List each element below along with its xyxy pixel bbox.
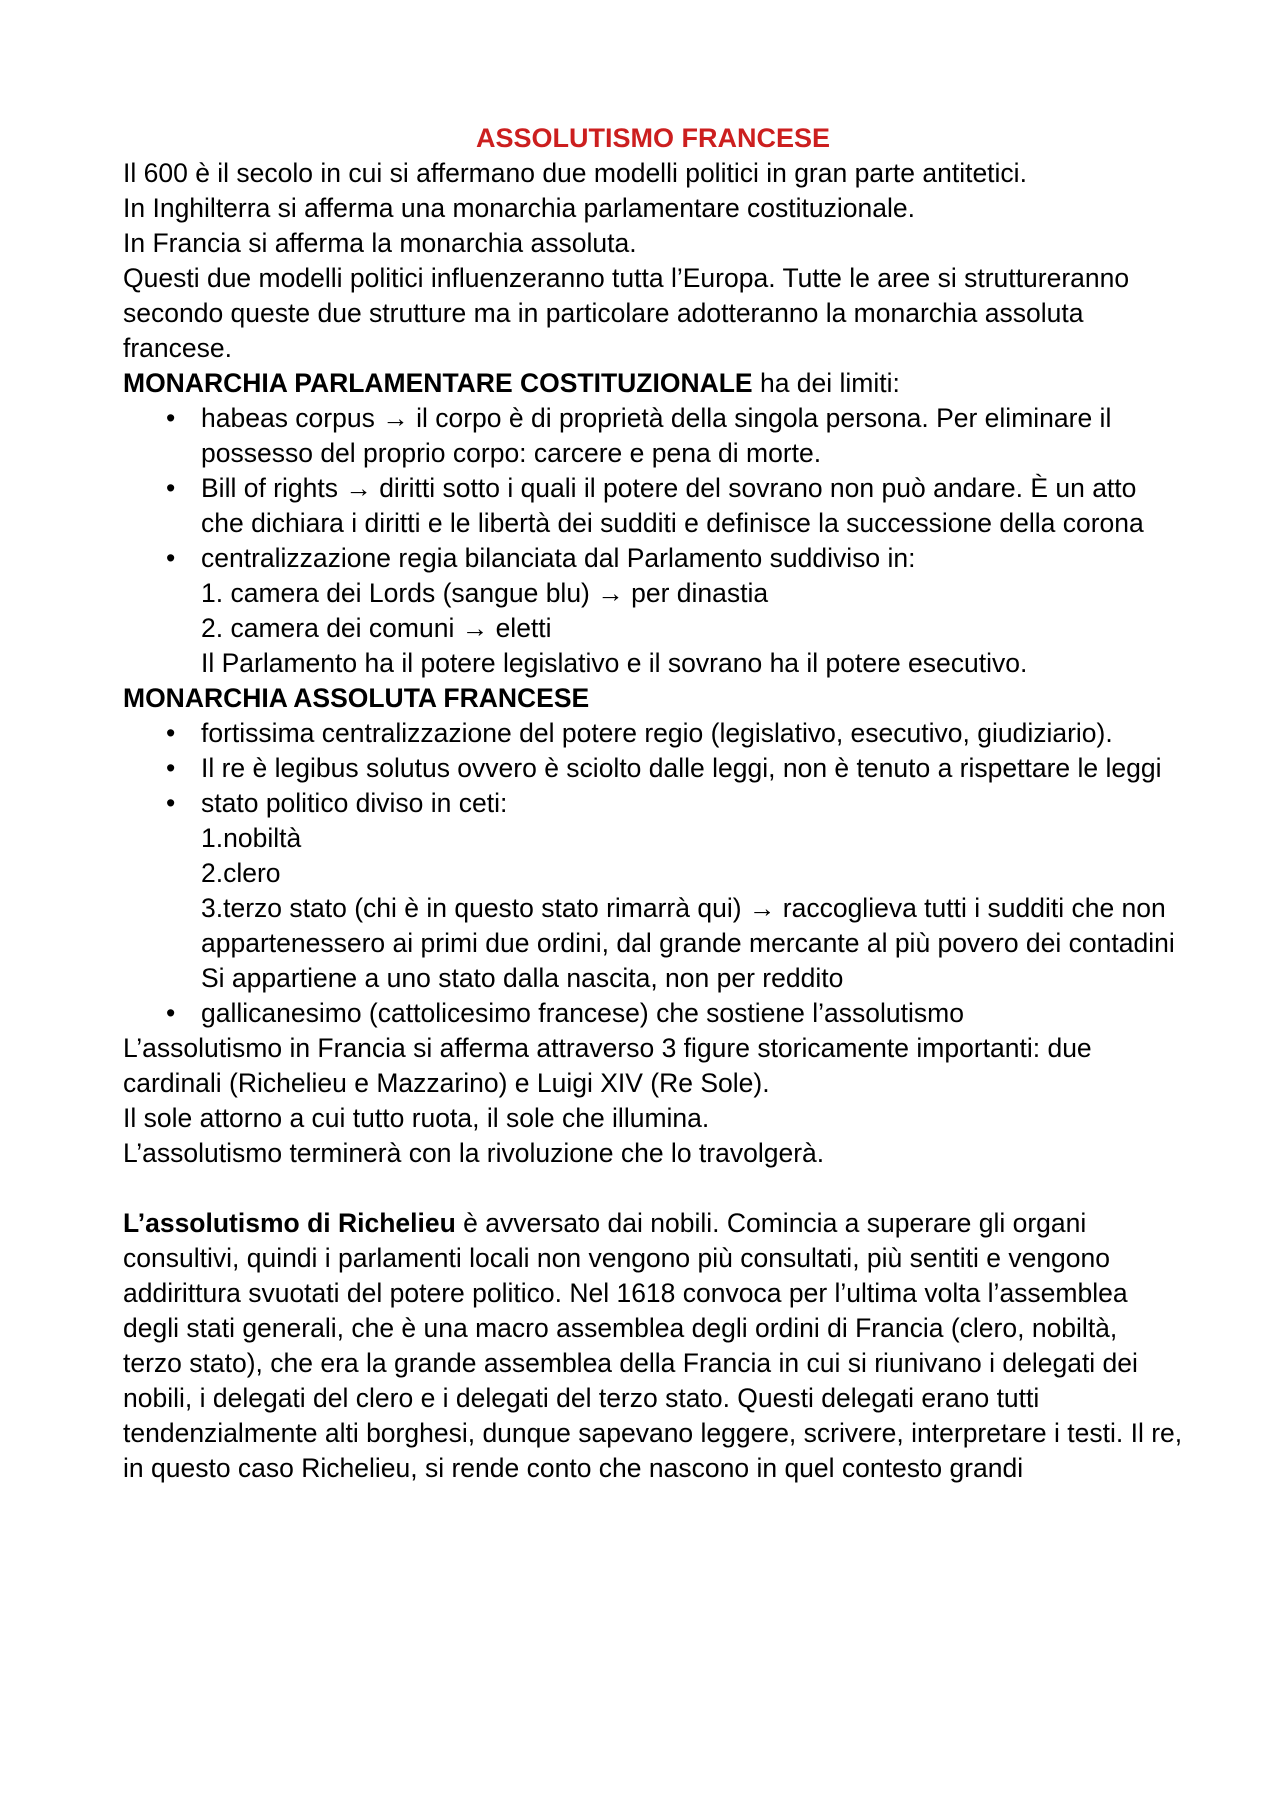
list-item <box>123 751 1183 786</box>
spacer <box>123 1171 1183 1206</box>
bullet-icon: • <box>166 788 176 818</box>
list-item-text: Il re è legibus solutus ovvero è sciolto dalle leggi, non è tenuto a rispettare le leggi <box>201 753 1162 783</box>
outro-paragraph: Il sole attorno a cui tutto ruota, il sole che illumina. <box>123 1103 710 1133</box>
list-item <box>123 401 1183 471</box>
list-item-text: centralizzazione regia bilanciata dal Parlamento suddiviso in: <box>201 543 916 573</box>
sub-item: 1.nobiltà <box>201 823 302 853</box>
list-item <box>123 996 1183 1031</box>
list-item-text: gallicanesimo (cattolicesimo francese) che sostiene l’assolutismo <box>201 998 964 1028</box>
list-item-text: habeas corpus → il corpo è di proprietà della singola persona. Per eliminare il possesso del proprio corpo: carcere e pena di morte. <box>201 403 1112 468</box>
sub-item: 1. camera dei Lords (sangue blu) → per dinastia <box>201 578 769 608</box>
list-item-text: Bill of rights → diritti sotto i quali il potere del sovrano non può andare. È un atto che dichiara i diritti e le libertà dei sudditi e definisce la successione della corona <box>201 473 1144 538</box>
bullet-icon: • <box>166 753 176 783</box>
sub-item: Il Parlamento ha il potere legislativo e il sovrano ha il potere esecutivo. <box>201 648 1028 678</box>
list-item <box>123 471 1183 541</box>
section-heading-bold: MONARCHIA ASSOLUTA FRANCESE <box>123 683 590 713</box>
bullet-icon: • <box>166 543 176 573</box>
section-heading-parliamentary <box>123 366 1183 401</box>
intro-paragraph: Il 600 è il secolo in cui si affermano due modelli politici in gran parte antitetici. <box>123 158 1027 188</box>
intro-paragraph: In Francia si afferma la monarchia assoluta. <box>123 228 637 258</box>
outro-paragraph: L’assolutismo terminerà con la rivoluzione che lo travolgerà. <box>123 1138 825 1168</box>
list-item <box>123 786 1183 996</box>
bullet-icon: • <box>166 718 176 748</box>
outro-block <box>123 1031 1183 1171</box>
section-heading-absolute <box>123 681 1183 716</box>
section-heading-bold: MONARCHIA PARLAMENTARE COSTITUZIONALE <box>123 368 753 398</box>
list-item-text: stato politico diviso in ceti: <box>201 788 508 818</box>
bullet-icon: • <box>166 998 176 1028</box>
document-body <box>123 121 1183 1486</box>
bullet-icon: • <box>166 473 176 503</box>
richelieu-heading: L’assolutismo di Richelieu <box>123 1208 456 1238</box>
sub-item: 3.terzo stato (chi è in questo stato rimarrà qui) → raccoglieva tutti i sudditi che non appartenessero ai primi due ordini, dal grande mercante al più povero dei contadini <box>201 893 1175 958</box>
section-heading-rest: ha dei limiti: <box>752 368 900 398</box>
sub-item: 2. camera dei comuni → eletti <box>201 613 552 643</box>
bullet-icon: • <box>166 403 176 433</box>
page-title: ASSOLUTISMO FRANCESE <box>475 123 831 153</box>
list-item <box>123 541 1183 681</box>
sub-item: Si appartiene a uno stato dalla nascita, non per reddito <box>201 963 844 993</box>
bullet-list-parliamentary <box>123 401 1183 681</box>
list-item <box>123 716 1183 751</box>
list-item-text: fortissima centralizzazione del potere regio (legislativo, esecutivo, giudiziario). <box>201 718 1113 748</box>
intro-paragraph: In Inghilterra si afferma una monarchia parlamentare costituzionale. <box>123 193 915 223</box>
richelieu-text: è avversato dai nobili. Comincia a superare gli organi consultivi, quindi i parlamenti locali non vengono più consultati, più sentiti e vengono addirittura svuotati del potere politico. Nel 1618 convoca per l’ultima volta l’assemblea degli stati generali, che è una macro assemblea degli ordini di Francia (clero, nobiltà, terzo stato), che era la grande assemblea della Francia in cui si riunivano i delegati dei nobili, i delegati del clero e i delegati del terzo stato. Questi delegati erano tutti tendenzialmente alti borghesi, dunque sapevano leggere, scrivere, interpretare i testi. Il re, in questo caso Richelieu, si rende conto che nascono in quel contesto grandi <box>123 1208 1183 1483</box>
outro-paragraph: L’assolutismo in Francia si afferma attraverso 3 figure storicamente importanti: due cardinali (Richelieu e Mazzarino) e Luigi XIV (Re Sole). <box>123 1033 1092 1098</box>
richelieu-paragraph <box>123 1206 1183 1486</box>
intro-paragraph: Questi due modelli politici influenzeranno tutta l’Europa. Tutte le aree si struttureranno secondo queste due strutture ma in particolare adotteranno la monarchia assoluta francese. <box>123 263 1130 363</box>
intro-block <box>123 156 1183 366</box>
sub-item: 2.clero <box>201 858 281 888</box>
bullet-list-absolute <box>123 716 1183 1031</box>
